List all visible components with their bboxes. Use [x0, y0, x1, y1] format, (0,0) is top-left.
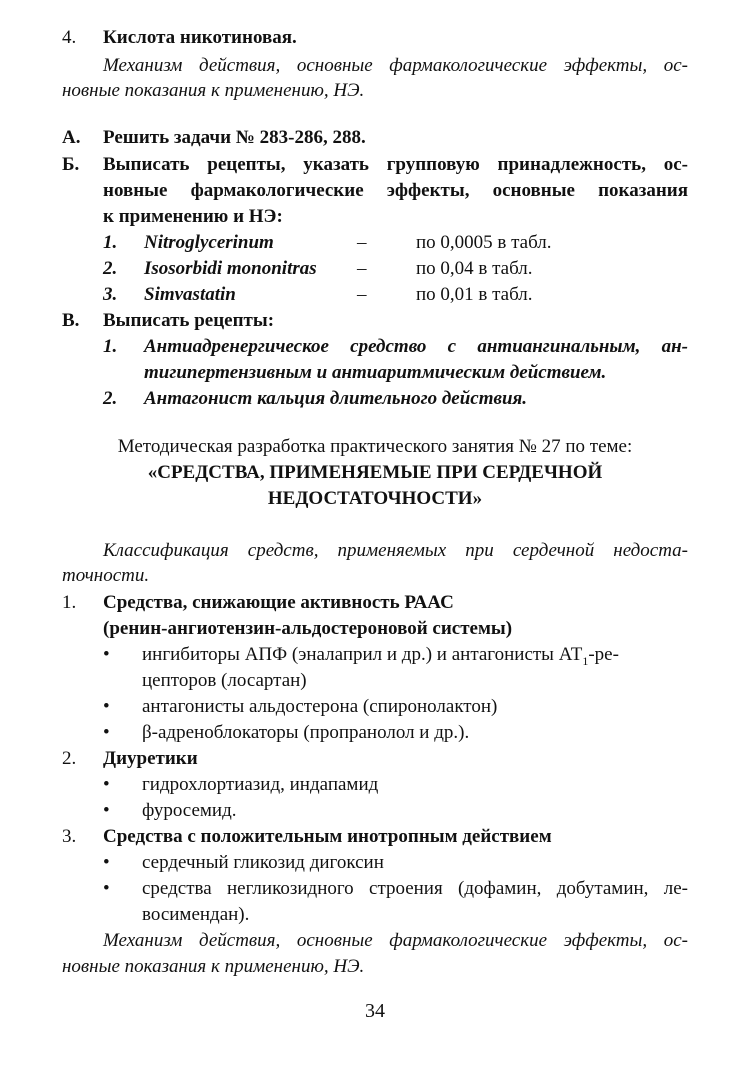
item4-number: 4.	[62, 27, 77, 48]
item4-desc-line1: Механизм действия, основные фармакологические эффекты, ос-	[103, 55, 688, 76]
lesson-title-line1: «СРЕДСТВА, ПРИМЕНЯЕМЫЕ ПРИ СЕРДЕЧНОЙ	[147, 462, 603, 483]
v-item-1-number: 1.	[103, 336, 118, 357]
v-item-2-number: 2.	[103, 388, 118, 409]
task-v-text: Выписать рецепты:	[103, 310, 275, 331]
classification-line2: точности.	[62, 565, 150, 586]
group-1-bullet-3: β-адреноблокаторы (пропранолол и др.).	[142, 722, 470, 743]
rx-1-dose: по 0,0005 в табл.	[416, 232, 552, 253]
at-subscript: 1	[582, 653, 589, 668]
group-3-number: 3.	[62, 826, 77, 847]
group-1-bullet-1-text: ингибиторы АПФ (эналаприл и др.) и антагонисты АТ	[142, 644, 583, 665]
lesson-intro: Методическая разработка практического занятия № 27 по теме:	[117, 436, 633, 457]
task-a-label: А.	[62, 127, 81, 148]
group-1-title-line1: Средства, снижающие активность РААС	[103, 592, 454, 613]
rx-2-number: 2.	[103, 258, 118, 279]
rx-3-dash: –	[357, 284, 367, 305]
group-1-bullet-1-suffix: -ре-	[588, 644, 619, 665]
task-b-line3: к применению и НЭ:	[103, 206, 283, 227]
group-1-bullet-1-line1	[142, 644, 619, 669]
rx-3-drug: Simvastatin	[144, 284, 236, 305]
group-1-title-line2: (ренин-ангиотензин-альдостероновой системы)	[103, 618, 513, 639]
group-2-bullet-2: фуросемид.	[142, 800, 237, 821]
rx-2-dose: по 0,04 в табл.	[416, 258, 533, 279]
task-b-label: Б.	[62, 154, 80, 175]
footer-desc-line1: Механизм действия, основные фармакологические эффекты, ос-	[103, 930, 688, 951]
rx-3-dose: по 0,01 в табл.	[416, 284, 533, 305]
group-1-bullet-2: антагонисты альдостерона (спиронолактон)	[142, 696, 498, 717]
bullet-icon: •	[103, 878, 110, 899]
group-2-title: Диуретики	[103, 748, 198, 769]
rx-2-drug: Isosorbidi mononitras	[144, 258, 317, 279]
v-item-1-line1: Антиадренергическое средство с антиангинальным, ан-	[144, 336, 688, 357]
v-item-2-line1: Антагонист кальция длительного действия.	[144, 388, 528, 409]
task-b-line2: новные фармакологические эффекты, основные показания	[103, 180, 688, 201]
rx-3-number: 3.	[103, 284, 118, 305]
group-3-bullet-2-line2: восимендан).	[142, 904, 250, 925]
rx-1-drug: Nitroglycerinum	[144, 232, 274, 253]
group-3-bullet-1: сердечный гликозид дигоксин	[142, 852, 384, 873]
lesson-title-line2: НЕДОСТАТОЧНОСТИ»	[267, 488, 483, 509]
group-1-bullet-1-line2: цепторов (лосартан)	[142, 670, 307, 691]
task-a-text: Решить задачи № 283-286, 288.	[103, 127, 366, 148]
task-b-line1: Выписать рецепты, указать групповую принадлежность, ос-	[103, 154, 688, 175]
v-item-1-line2: тигипертензивным и антиаритмическим действием.	[144, 362, 607, 383]
item4-title: Кислота никотиновая.	[103, 27, 297, 48]
group-2-bullet-1: гидрохлортиазид, индапамид	[142, 774, 379, 795]
bullet-icon: •	[103, 800, 110, 821]
page-number: 34	[365, 1000, 385, 1022]
task-v-label: В.	[62, 310, 80, 331]
group-2-number: 2.	[62, 748, 77, 769]
bullet-icon: •	[103, 774, 110, 795]
bullet-icon: •	[103, 722, 110, 743]
item4-desc-line2: новные показания к применению, НЭ.	[62, 80, 365, 101]
bullet-icon: •	[103, 696, 110, 717]
rx-1-number: 1.	[103, 232, 118, 253]
rx-1-dash: –	[357, 232, 367, 253]
footer-desc-line2: новные показания к применению, НЭ.	[62, 956, 365, 977]
bullet-icon: •	[103, 852, 110, 873]
rx-2-dash: –	[357, 258, 367, 279]
group-3-bullet-2-line1: средства негликозидного строения (дофамин, добутамин, ле-	[142, 878, 688, 899]
classification-line1: Классификация средств, применяемых при сердечной недоста-	[103, 540, 688, 561]
bullet-icon: •	[103, 644, 110, 665]
group-3-title: Средства с положительным инотропным действием	[103, 826, 552, 847]
group-1-number: 1.	[62, 592, 77, 613]
